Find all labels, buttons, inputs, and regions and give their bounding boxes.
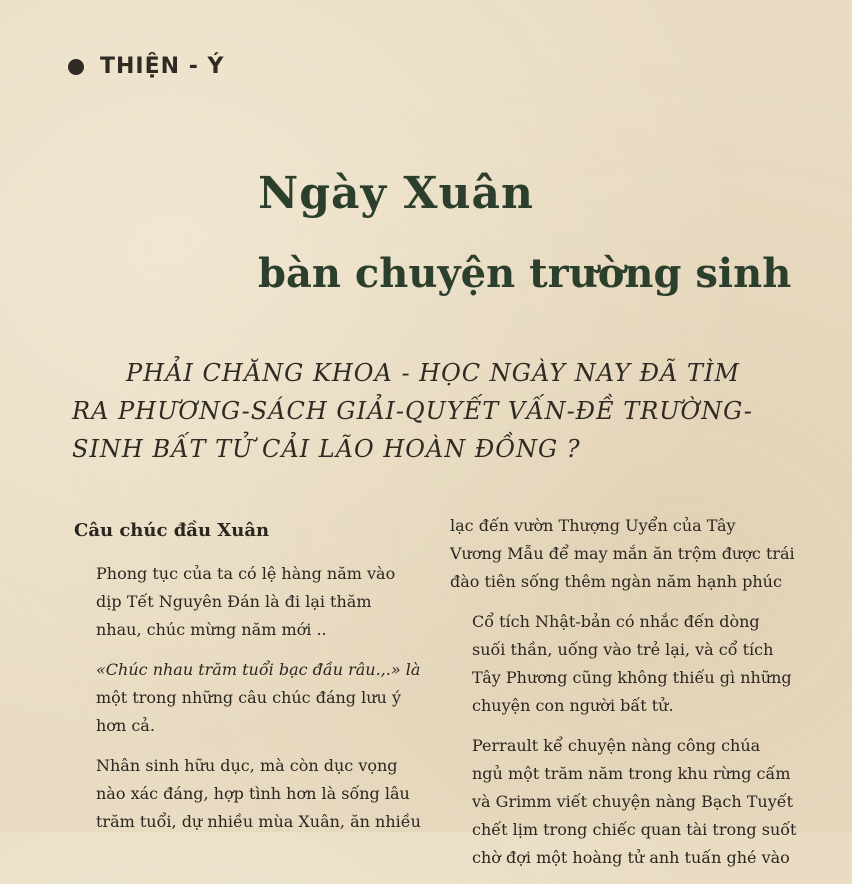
section-tag <box>68 54 224 79</box>
right-column <box>450 512 812 884</box>
section-tag-label: THIỆN - Ý <box>100 54 225 79</box>
paragraph <box>74 656 434 740</box>
bullet-icon <box>68 59 84 75</box>
article-title-line-2: bàn chuyện trường sinh <box>258 250 792 297</box>
subtitle-line: SINH BẤT TỬ CẢI LÃO HOÀN ĐỒNG ? <box>72 435 581 463</box>
text-line: nhau, chúc mừng năm mới .. <box>96 620 327 639</box>
paragraph <box>450 608 812 720</box>
text-line: lạc đến vườn Thượng Uyển của Tây <box>450 516 736 535</box>
text-line: hơn cả. <box>96 716 155 735</box>
text-line: chết lịm trong chiếc quan tài trong suốt <box>472 820 797 839</box>
paragraph <box>450 732 812 872</box>
text-line: dịp Tết Nguyên Đán là đi lại thăm <box>96 592 372 611</box>
text-line: chờ đợi một hoàng tử anh tuấn ghé vào <box>472 848 790 867</box>
text-line: chuyện con người bất tử. <box>472 696 674 715</box>
paragraph <box>450 512 812 596</box>
paragraph <box>74 752 434 836</box>
left-column <box>74 516 434 848</box>
text-line: ngủ một trăm năm trong khu rừng cấm <box>472 764 791 783</box>
article-title-line-1: Ngày Xuân <box>258 168 535 219</box>
text-line: Tây Phương cũng không thiếu gì những <box>472 668 792 687</box>
text-line: và Grimm viết chuyện nàng Bạch Tuyết <box>472 792 794 811</box>
paragraph <box>74 560 434 644</box>
subtitle-line: PHẢI CHĂNG KHOA - HỌC NGÀY NAY ĐÃ TÌM <box>126 359 741 387</box>
text-line: suối thần, uống vào trẻ lại, và cổ tích <box>472 640 774 659</box>
text-line: Vương Mẫu để may mắn ăn trộm được trái <box>450 544 795 563</box>
text-line: Cổ tích Nhật-bản có nhắc đến dòng <box>472 612 760 631</box>
text-line: đào tiên sống thêm ngàn năm hạnh phúc <box>450 572 782 591</box>
section-heading: Câu chúc đầu Xuân <box>74 520 270 541</box>
text-line: Phong tục của ta có lệ hàng năm vào <box>96 564 396 583</box>
text-line: nào xác đáng, hợp tình hơn là sống lâu <box>96 784 410 803</box>
text-line: trăm tuổi, dự nhiều mùa Xuân, ăn nhiều <box>96 812 421 831</box>
article-subtitle <box>72 354 812 468</box>
text-line: Nhân sinh hữu dục, mà còn dục vọng <box>96 756 398 775</box>
text-line: một trong những câu chúc đáng lưu ý <box>96 688 401 707</box>
text-line: Perrault kể chuyện nàng công chúa <box>472 736 761 755</box>
text-line: «Chúc nhau trăm tuổi bạc đầu râu.,.» là <box>96 660 421 679</box>
subtitle-line: RA PHƯƠNG-SÁCH GIẢI-QUYẾT VẤN-ĐỀ TRƯỜNG- <box>72 397 753 425</box>
